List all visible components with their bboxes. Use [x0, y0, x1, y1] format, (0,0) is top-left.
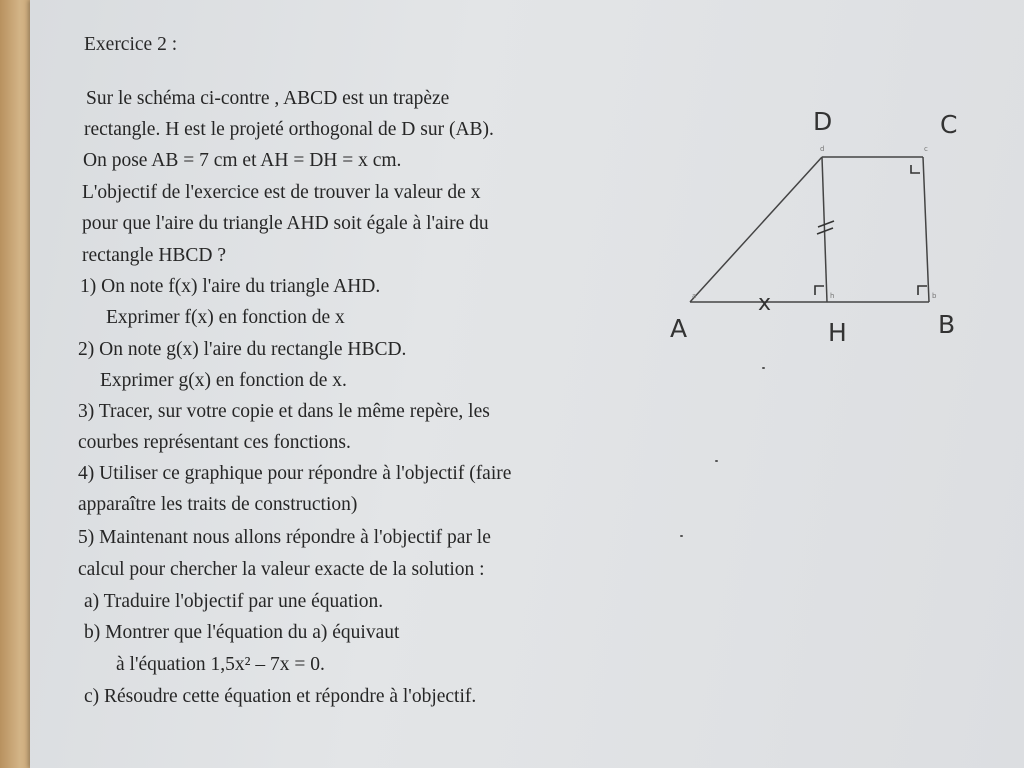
svg-text:a: a [692, 292, 697, 300]
question-3-detail: courbes représentant ces fonctions. [78, 432, 351, 453]
paper-speck [762, 367, 765, 369]
question-1: 1) On note f(x) l'aire du triangle AHD. [80, 276, 381, 297]
question-3: 3) Tracer, sur votre copie et dans le même repère, les [78, 401, 490, 422]
question-2-detail: Exprimer g(x) en fonction de x. [100, 370, 347, 391]
statement-line: pour que l'aire du triangle AHD soit égale à l'aire du [82, 213, 489, 234]
segment-dh [822, 157, 827, 302]
label-c: C [940, 110, 958, 139]
side-ad [690, 157, 822, 302]
question-5b: b) Montrer que l'équation du a) équivaut [84, 622, 400, 643]
exercise-title: Exercice 2 : [84, 34, 178, 55]
question-5c: c) Résoudre cette équation et répondre à l'objectif. [84, 686, 477, 707]
equal-length-tick [817, 221, 834, 234]
svg-text:b: b [932, 292, 937, 300]
question-5: 5) Maintenant nous allons répondre à l'objectif par le [78, 527, 491, 548]
question-5-detail: calcul pour chercher la valeur exacte de la solution : [78, 559, 485, 580]
question-5b-equation: à l'équation 1,5x² – 7x = 0. [116, 654, 325, 675]
trapezoid-diagram [670, 95, 1024, 355]
label-x: x [758, 291, 772, 316]
svg-text:d: d [820, 145, 825, 153]
question-2: 2) On note g(x) l'aire du rectangle HBCD. [78, 339, 407, 360]
label-h: H [828, 318, 847, 347]
statement-line: rectangle HBCD ? [82, 245, 227, 266]
question-1-detail: Exprimer f(x) en fonction de x [106, 307, 345, 328]
statement-line: L'objectif de l'exercice est de trouver la valeur de x [82, 182, 481, 203]
question-5a: a) Traduire l'objectif par une équation. [84, 591, 384, 612]
svg-text:h: h [830, 292, 835, 300]
label-d: D [813, 107, 833, 136]
svg-text:c: c [924, 145, 928, 153]
question-4-detail: apparaître les traits de construction) [78, 494, 358, 515]
paper-speck [715, 460, 718, 462]
worksheet-page [30, 0, 1024, 768]
statement-line: On pose AB = 7 cm et AH = DH = x cm. [83, 150, 402, 171]
right-angle-marks [815, 165, 927, 295]
question-4: 4) Utiliser ce graphique pour répondre à l'objectif (faire [78, 463, 512, 484]
statement-line: Sur le schéma ci-contre , ABCD est un trapèze [86, 88, 450, 109]
statement-line: rectangle. H est le projeté orthogonal de D sur (AB). [84, 119, 494, 140]
label-b: B [938, 310, 956, 339]
side-cb [923, 157, 929, 302]
label-a: A [670, 314, 688, 343]
paper-speck [680, 535, 683, 537]
